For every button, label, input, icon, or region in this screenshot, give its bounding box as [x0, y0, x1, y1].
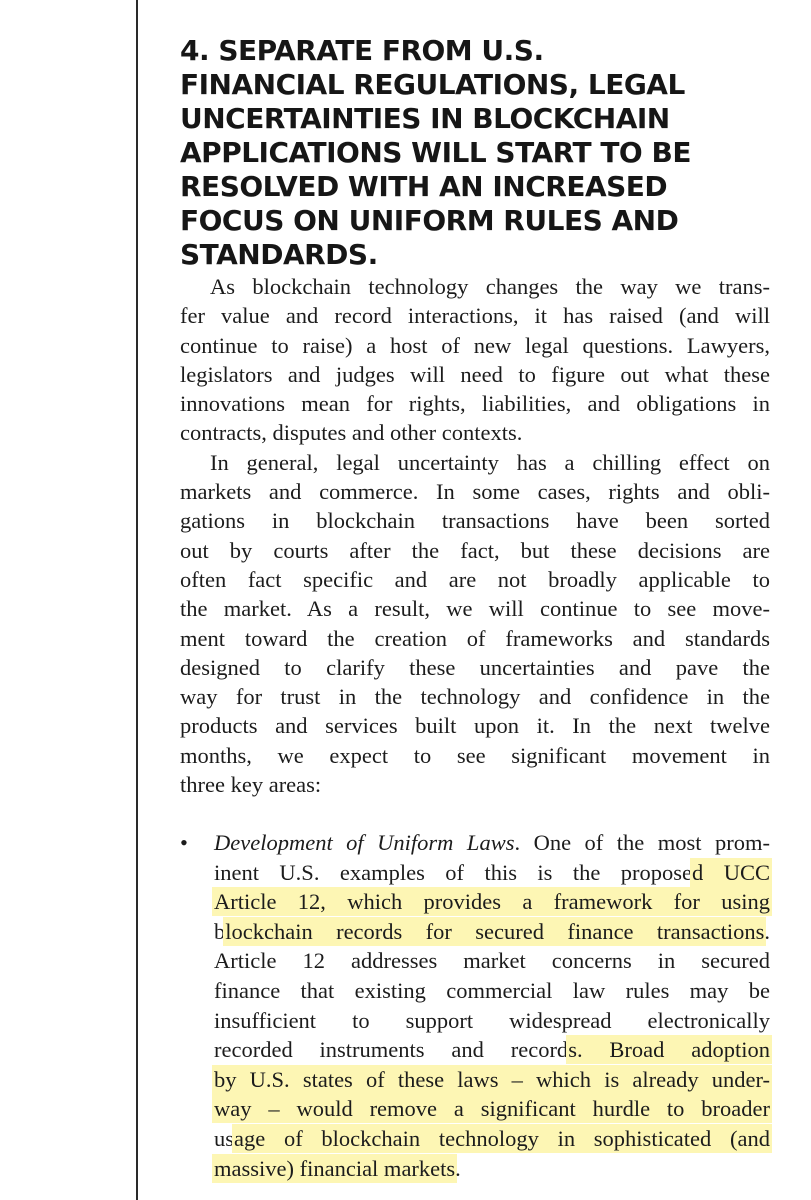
- section-heading: [180, 34, 780, 272]
- text-line: usage of blockchain technology in sophisticated (and: [214, 1125, 770, 1151]
- body-text: [180, 272, 770, 799]
- bullet-title: Development of Uniform Laws: [214, 830, 515, 855]
- text-line: In general, legal uncertainty has a chilling effect on: [210, 449, 770, 475]
- highlight: way – would remove a significant hurdle to broader: [214, 1096, 770, 1122]
- highlight: age of blockchain technology in sophisticated (and: [234, 1125, 770, 1151]
- text-line: [214, 1065, 770, 1095]
- text-line: three key areas:: [180, 772, 322, 798]
- text-line: months, we expect to see significant movement in: [180, 742, 770, 768]
- text-line: markets and commerce. In some cases, rights and obli-: [180, 479, 770, 505]
- heading-line: UNCERTAINTIES IN BLOCKCHAIN: [180, 102, 670, 135]
- heading-line: FOCUS ON UNIFORM RULES AND: [180, 204, 679, 237]
- highlight: massive) financial markets: [214, 1155, 456, 1181]
- text-line: Development of Uniform Laws. One of the most prom-: [214, 830, 770, 855]
- highlight: d UCC: [692, 859, 771, 885]
- text-line: contracts, disputes and other contexts.: [180, 420, 523, 446]
- text-line: [214, 1094, 770, 1124]
- page-edge-rule: [136, 0, 138, 1200]
- paragraph-1: [180, 272, 770, 448]
- text-line: finance that existing commercial law rules may be: [214, 977, 770, 1003]
- text-line: the market. As a result, we will continue to see move-: [180, 596, 770, 622]
- text-line: legislators and judges will need to figure out what these: [180, 361, 770, 387]
- paragraph-2: [180, 448, 770, 800]
- heading-line: APPLICATIONS WILL START TO BE: [180, 136, 691, 169]
- text-line: products and services built upon it. In the next twelve: [180, 713, 770, 739]
- text-line: innovations mean for rights, liabilities, and obligations in: [180, 391, 770, 417]
- text-line: out by courts after the fact, but these decisions are: [180, 537, 770, 563]
- text-line: way for trust in the technology and confidence in the: [180, 684, 770, 710]
- text-line: inent U.S. examples of this is the proposed UCC: [214, 859, 771, 885]
- text-line: Article 12 addresses market concerns in secured: [214, 948, 770, 974]
- text-line: recorded instruments and records. Broad adoption: [214, 1037, 770, 1063]
- text-line: As blockchain technology changes the way we trans-: [210, 274, 770, 299]
- text-line: gations in blockchain transactions have been sorted: [180, 508, 770, 534]
- highlight: by U.S. states of these laws – which is already under-: [214, 1066, 770, 1092]
- text-line: fer value and record interactions, it has raised (and will: [180, 303, 770, 329]
- text-line: continue to raise) a host of new legal questions. Lawyers,: [180, 332, 770, 358]
- highlight: s. Broad adoption: [568, 1037, 770, 1063]
- text-line: insufficient to support widespread electronically: [214, 1007, 770, 1033]
- text-line: ment toward the creation of frameworks and standards: [180, 625, 770, 651]
- highlight: lockchain records for secured finance transactions: [225, 918, 765, 944]
- heading-line: FINANCIAL REGULATIONS, LEGAL: [180, 68, 685, 101]
- text-line: designed to clarify these uncertainties and pave the: [180, 654, 770, 680]
- heading-line: 4. SEPARATE FROM U.S.: [180, 34, 544, 67]
- heading-line: STANDARDS.: [180, 238, 378, 271]
- bullet-text: [214, 828, 770, 1183]
- text-line: often fact specific and are not broadly applicable to: [180, 566, 770, 592]
- highlight: Article 12, which provides a framework for using: [214, 889, 770, 915]
- text-line: [214, 887, 770, 917]
- heading-line: RESOLVED WITH AN INCREASED: [180, 170, 668, 203]
- text-line: blockchain records for secured finance transactions.: [214, 918, 770, 944]
- bullet-marker: •: [180, 830, 188, 855]
- text-line: massive) financial markets.: [214, 1155, 461, 1181]
